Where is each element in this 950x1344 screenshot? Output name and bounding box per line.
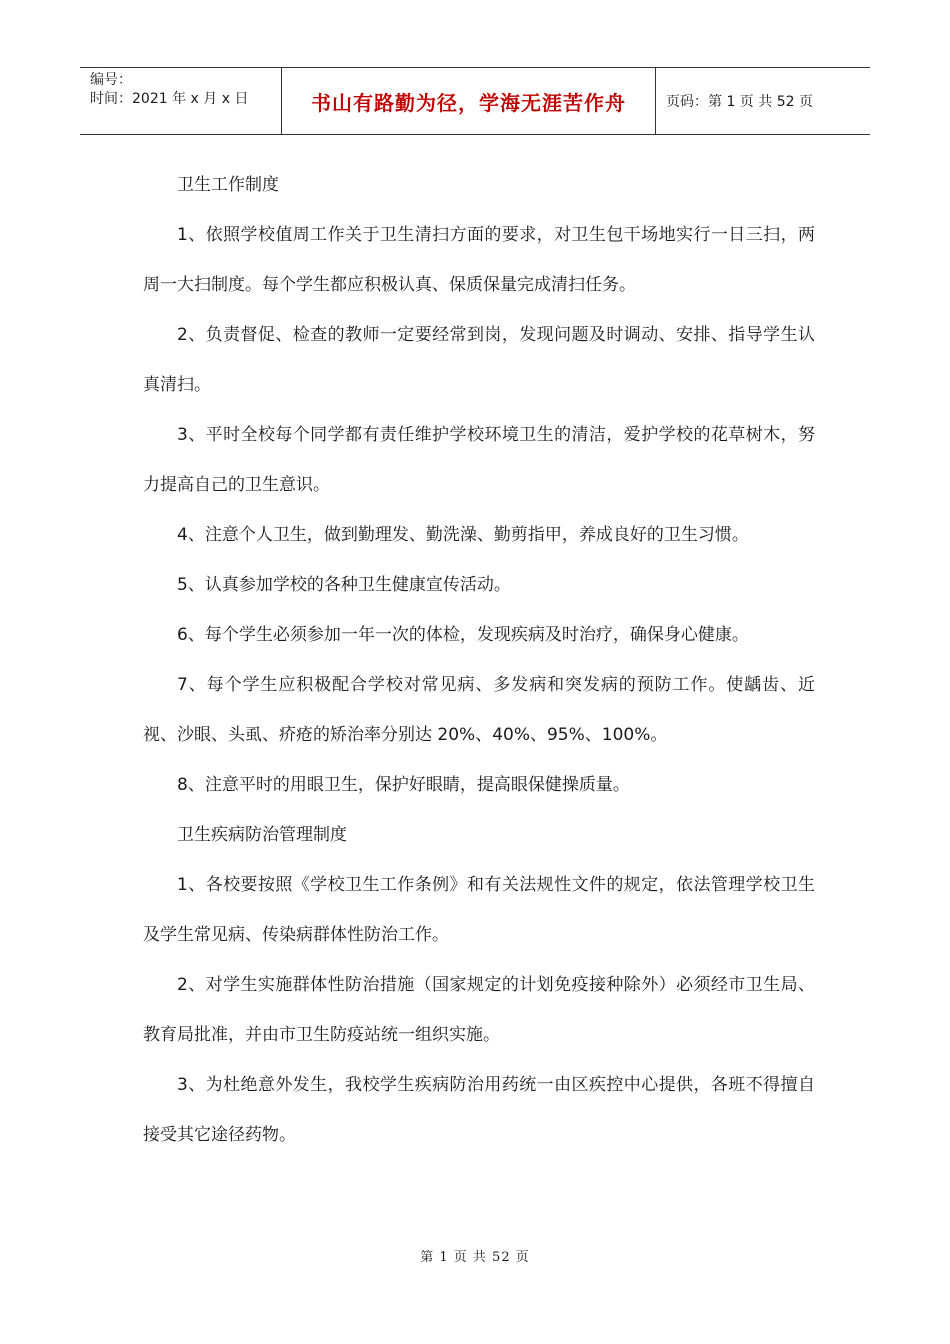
page-footer: 第 1 页 共 52 页 (420, 1250, 530, 1265)
paragraph: 3、平时全校每个同学都有责任维护学校环境卫生的清洁，爱护学校的花草树木，努力提高自己的卫生意识。 (143, 425, 815, 495)
section-title-disease-prevention: 卫生疾病防治管理制度 (177, 825, 347, 845)
document-body (143, 160, 815, 1160)
header-meta (80, 68, 282, 134)
paragraph: 5、认真参加学校的各种卫生健康宣传活动。 (177, 575, 511, 595)
section-title-hygiene-rules: 卫生工作制度 (177, 175, 279, 195)
document-header (80, 67, 870, 135)
paragraph: 1、依照学校值周工作关于卫生清扫方面的要求，对卫生包干场地实行一日三扫，两周一大扫制度。每个学生都应积极认真、保质保量完成清扫任务。 (143, 225, 815, 295)
time-label: 时间：2021 年 x 月 x 日 (90, 91, 249, 107)
paragraph: 7、每个学生应积极配合学校对常见病、多发病和突发病的预防工作。使龋齿、近视、沙眼、头虱、疥疮的矫治率分别达 20%、40%、95%、100%。 (143, 675, 815, 745)
header-motto: 书山有路勤为径，学海无涯苦作舟 (282, 68, 656, 134)
paragraph: 1、各校要按照《学校卫生工作条例》和有关法规性文件的规定，依法管理学校卫生及学生常见病、传染病群体性防治工作。 (143, 875, 815, 945)
paragraph: 6、每个学生必须参加一年一次的体检，发现疾病及时治疗，确保身心健康。 (177, 625, 749, 645)
paragraph: 4、注意个人卫生，做到勤理发、勤洗澡、勤剪指甲，养成良好的卫生习惯。 (177, 525, 749, 545)
number-label: 编号： (90, 72, 132, 88)
paragraph: 8、注意平时的用眼卫生，保护好眼睛，提高眼保健操质量。 (177, 775, 630, 795)
paragraph: 3、为杜绝意外发生，我校学生疾病防治用药统一由区疾控中心提供，各班不得擅自接受其它途径药物。 (143, 1075, 815, 1145)
paragraph: 2、对学生实施群体性防治措施（国家规定的计划免疫接种除外）必须经市卫生局、教育局批准，并由市卫生防疫站统一组织实施。 (143, 975, 815, 1045)
header-page-info: 页码：第 1 页 共 52 页 (666, 94, 813, 110)
paragraph: 2、负责督促、检查的教师一定要经常到岗，发现问题及时调动、安排、指导学生认真清扫。 (143, 325, 815, 395)
